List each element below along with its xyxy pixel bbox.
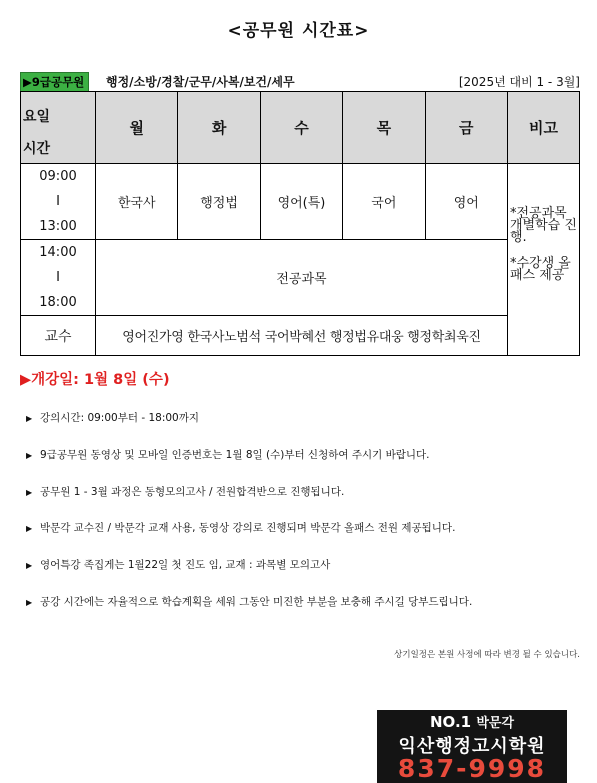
footnote: 상기일정은 본원 사정에 따라 변경 될 수 있습니다.: [394, 650, 580, 660]
note-cell: [508, 164, 580, 356]
day-header-tue: 화: [178, 92, 260, 164]
corner-cell: [21, 92, 96, 164]
day-header-thu: 목: [343, 92, 425, 164]
subject-cell: 한국사: [96, 164, 178, 240]
day-header-fri: 금: [425, 92, 507, 164]
corner-day-label: 요일: [23, 109, 51, 125]
logo-line1: NO.1 박문각: [429, 713, 515, 731]
major-subject-cell: 전공과목: [96, 240, 508, 316]
notice-item: ▶ 영어특강 족집게는 1월22일 첫 진도 임, 교재 : 과목별 모의고사: [26, 559, 331, 571]
subject-cell: 영어: [425, 164, 507, 240]
time-end: 13:00: [39, 219, 77, 234]
notice-item: ▶ 공무원 1 - 3월 과정은 동형모의고사 / 전원합격반으로 진행됩니다.: [26, 486, 345, 498]
subject-cell: 행정법: [178, 164, 260, 240]
day-header-wed: 수: [260, 92, 342, 164]
exam-categories: 행정/소방/경찰/군무/사복/보건/세무: [106, 75, 295, 89]
time-separator: I: [56, 270, 60, 285]
time-end: 18:00: [39, 295, 77, 310]
time-start: 09:00: [39, 169, 77, 184]
page-title: <공무원 시간표>: [227, 21, 370, 41]
note-item: *전공과목 개별학습 진행.: [510, 206, 577, 245]
notice-item: ▶ 9급공무원 동영상 및 모바일 인증번호는 1월 8일 (수)부터 신청하여 주시기 바랍니다.: [26, 449, 430, 461]
notice-item: ▶ 박문각 교수진 / 박문각 교재 사용, 동영상 강의로 진행되며 박문각 올패스 전원 제공됩니다.: [26, 522, 456, 534]
notice-item: ▶ 공강 시간에는 자율적으로 학습계획을 세워 그동안 미진한 부분을 보충해 주시길 당부드립니다.: [26, 596, 473, 608]
subject-cell: 영어(특): [260, 164, 342, 240]
logo-academy-name: 익산행정고시학원: [398, 736, 546, 757]
schedule-period: [2025년 대비 1 - 3월]: [458, 75, 580, 89]
corner-time-label: 시간: [23, 141, 51, 157]
subject-cell: 국어: [343, 164, 425, 240]
logo-phone: 837-9998: [397, 754, 547, 783]
note-header: 비고: [508, 92, 580, 164]
exam-tag: ▶9급공무원: [20, 72, 89, 92]
professor-label: 교수: [21, 316, 96, 356]
note-item: *수강생 올패스 제공: [510, 256, 571, 283]
time-cell-morning: [21, 164, 96, 240]
notice-item: ▶ 강의시간: 09:00부터 - 18:00까지: [26, 412, 200, 424]
day-header-mon: 월: [96, 92, 178, 164]
time-separator: I: [56, 194, 60, 209]
timetable: [20, 91, 580, 356]
opening-date: ▶개강일: 1월 8일 (수): [20, 372, 170, 388]
professor-list: 영어진가영 한국사노범석 국어박혜선 행정법유대웅 행정학최욱진: [96, 316, 508, 356]
time-cell-afternoon: [21, 240, 96, 316]
academy-logo: [377, 710, 567, 783]
schedule-subheader: [20, 72, 580, 90]
time-start: 14:00: [39, 245, 77, 260]
